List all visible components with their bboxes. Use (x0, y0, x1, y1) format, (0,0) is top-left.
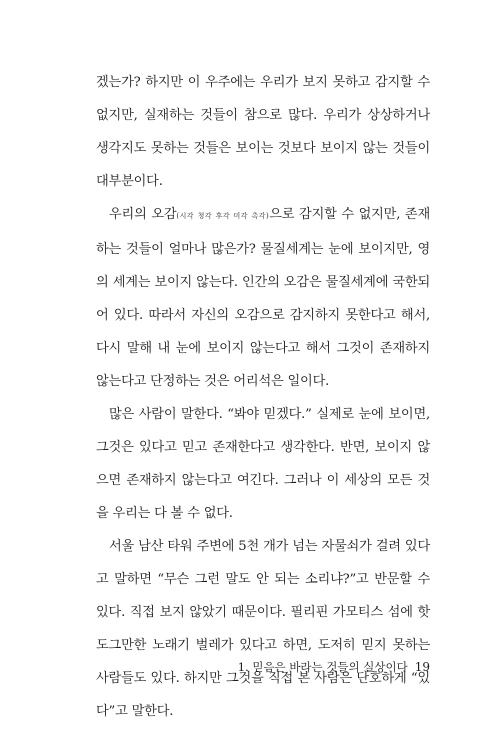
page-number: 19 (414, 660, 430, 674)
paragraph-1: 겠는가? 하지만 이 우주에는 우리가 보지 못하고 감지할 수 없지만, 실재하는 것들이 참으로 많다. 우리가 상상하거나 생각지도 못하는 것들은 보이는 것보다 보이지 않는 것들이 대부분이다. (96, 75, 430, 189)
senses-annotation: (시각 청각 후각 미각 촉각) (176, 212, 270, 220)
body-text (96, 66, 430, 728)
chapter-title: 1. 믿음은 바라는 것들의 실상이다 (237, 660, 408, 674)
paragraph-2-start: 우리의 오감 (109, 207, 177, 222)
page-footer (96, 659, 430, 675)
paragraph-4: 서울 남산 타워 주변에 5천 개가 넘는 자물쇠가 걸려 있다고 말하면 “무슨 그런 말도 안 되는 소리냐?”고 반문할 수 있다. 직접 보지 않았기 때문이다. 필리핀 가모티스 섬에 핫도그만한 노래기 벌레가 있다고 하면, 도저히 믿지 못하는 사람들도 있다. 하지만 그것을 직접 본 사람은 단호하게 “있다”고 말한다. (96, 539, 430, 719)
paragraph-2-rest: 으로 감지할 수 없지만, 존재하는 것들이 얼마나 많은가? 물질세계는 눈에 보이지만, 영의 세계는 보이지 않는다. 인간의 오감은 물질세계에 국한되어 있다. 따라서 자신의 오감으로 감지하지 못한다고 해서, 다시 말해 내 눈에 보이지 않는다고 해서 그것이 존재하지 않는다고 단정하는 것은 어리석은 일이다. (96, 207, 431, 389)
paragraph-2 (96, 198, 430, 398)
paragraph-3: 많은 사람이 말한다. “봐야 믿겠다.” 실제로 눈에 보이면, 그것은 있다고 믿고 존재한다고 생각한다. 반면, 보이지 않으면 존재하지 않는다고 여긴다. 그러나 이 세상의 모든 것을 우리는 다 볼 수 없다. (96, 407, 430, 521)
